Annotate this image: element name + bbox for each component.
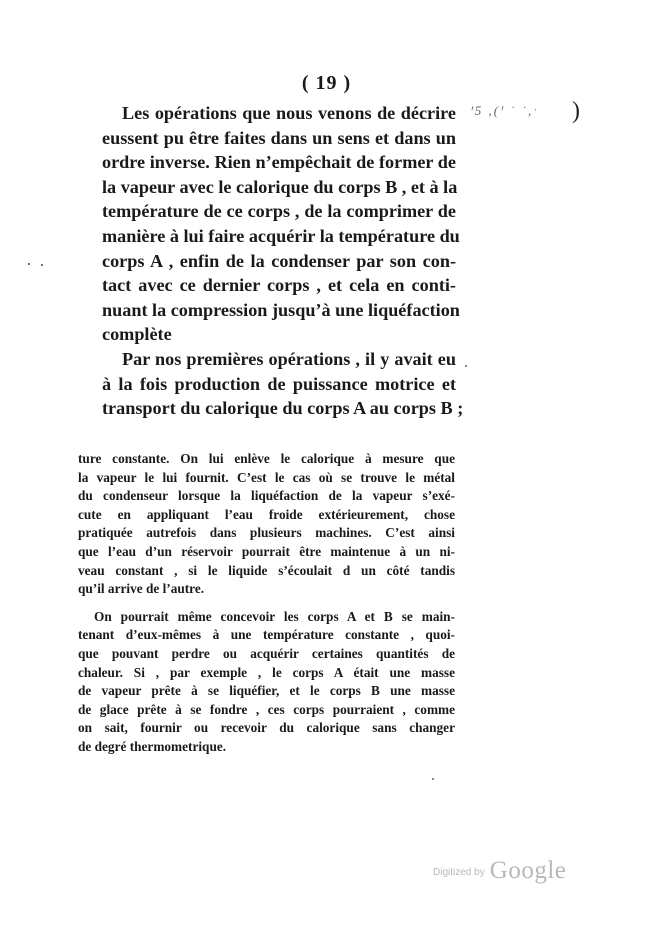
text-line: veau constant , si le liquide s’écoulait d un côté tandis [78,562,455,578]
text-line: corps A , enfin de la condenser par son con- [102,250,456,271]
text-line: On pourrait même concevoir les corps A et B se main- [94,608,455,624]
text-line: à la fois production de puissance motrice et [102,373,456,394]
text-line: que l’eau d’un réservoir pourrait être maintenue à un ni- [78,543,455,559]
text-line: tenant d’eux-mêmes à une température constante , quoi- [78,627,455,643]
stray-speck [465,365,467,367]
text-line: du condenseur lorsque la liquéfaction de la vapeur s’exé- [78,488,455,504]
text-line: de vapeur prête à se liquéfier, et le corps B une masse [78,683,455,699]
text-line: nuant la compression jusqu’à une liquéfaction [102,299,460,320]
text-line: transport du calorique du corps A au corps B ; [102,398,464,419]
page-number: ( 19 ) [301,72,352,94]
text-line: on sait, fournir ou recevoir du calorique sans changer [78,720,455,736]
text-line: eussent pu être faites dans un sens et dans un [102,127,456,148]
text-line: ture constante. On lui enlève le calorique à mesure que [78,451,455,466]
margin-bracket: ) [572,98,580,124]
text-line: de glace prête à se fondre , ces corps pourraient , comme [78,701,455,717]
text-line: chaleur. Si , par exemple , le corps A était une masse [78,664,455,680]
text-line: température de ce corps , de la comprimer de [102,201,456,222]
watermark-prefix: Digitized by [433,867,485,878]
text-line: de degré thermometrique. [78,738,227,754]
text-line: la vapeur le lui fournit. C’est le cas où se trouve le métal [78,469,455,485]
stray-speck [432,778,434,780]
main-body-text [102,101,464,421]
text-line: que pouvant perdre ou acquérir certaines quantités de [78,645,455,661]
text-line: la vapeur avec le calorique du corps B , et à la [102,176,458,197]
margin-specks [28,262,48,266]
footnote-paragraph-1 [78,450,455,599]
google-logo: Google [489,857,567,884]
text-line: pratiquée autrefois dans plusieurs machines. C’est ainsi [78,525,455,541]
text-line: manière à lui faire acquérir la température du [102,225,460,246]
footnote-text [78,450,455,757]
text-line: complète [102,324,172,345]
text-line: Par nos premières opérations , il y avait eu [122,348,456,369]
text-line: tact avec ce dernier corps , et cela en conti- [102,275,456,296]
footnote-paragraph-2 [78,608,455,757]
text-line: ordre inverse. Rien n’empêchait de former de [102,152,456,173]
text-line: cute en appliquant l’eau froide extérieurement, chose [78,506,455,522]
text-line: Les opérations que nous venons de décrire [122,103,456,123]
margin-handwriting: ꞌ5 ,(ꞌ ˙ ˙,ˑ [470,103,539,118]
digitized-by-google-watermark [433,857,566,885]
text-line: qu’il arrive de l’autre. [78,581,205,597]
